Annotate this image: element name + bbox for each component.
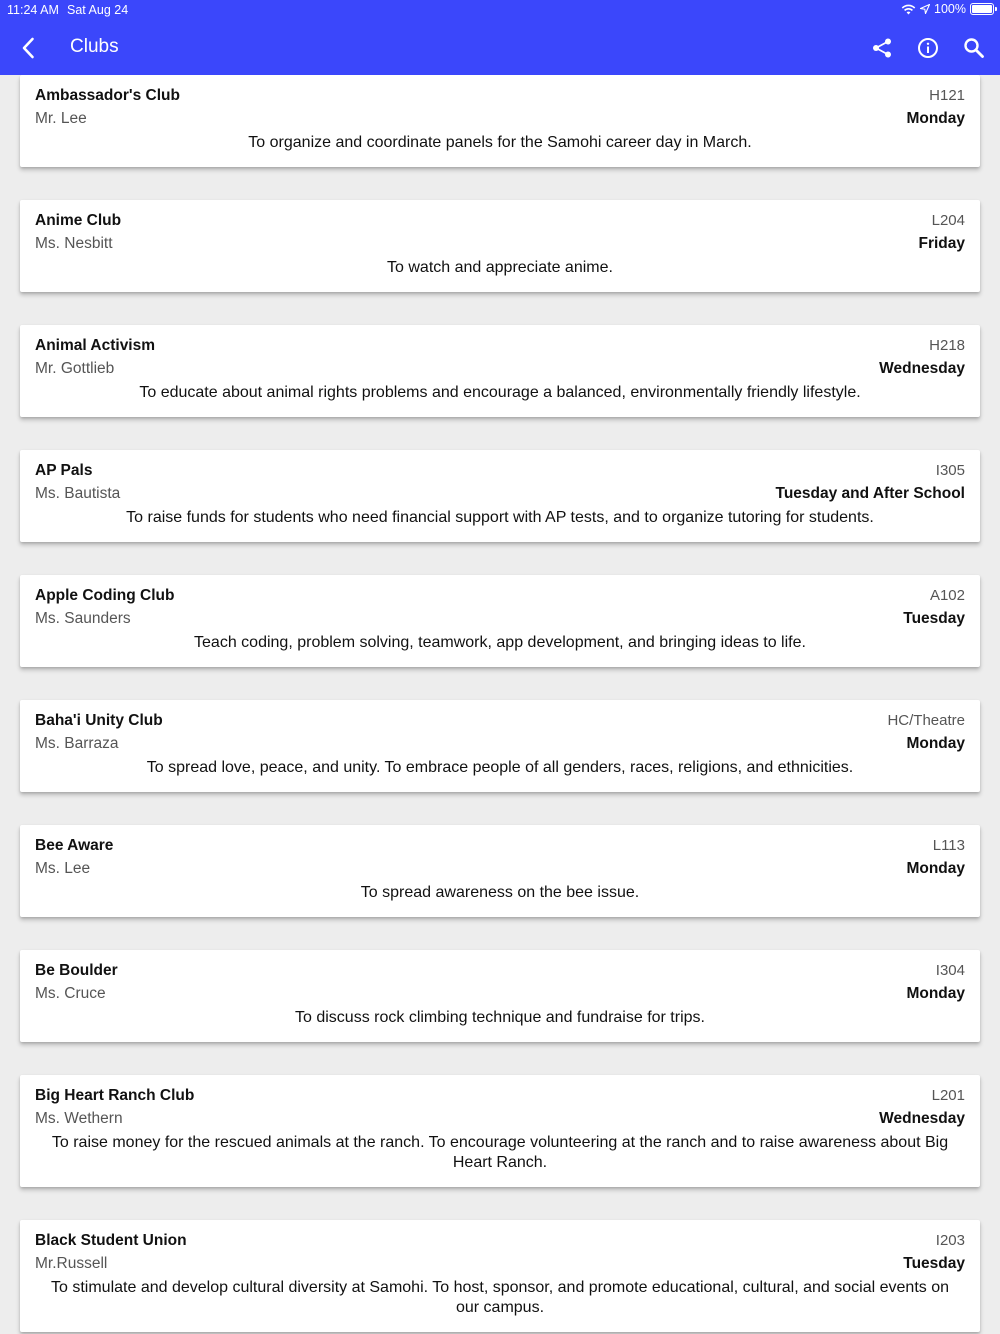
club-room: I305 <box>935 462 965 479</box>
club-description: Teach coding, problem solving, teamwork, app development, and bringing ideas to life. <box>194 634 806 651</box>
club-room: L113 <box>932 837 965 854</box>
club-advisor: Ms. Nesbitt <box>35 235 113 252</box>
club-day: Tuesday <box>903 1255 965 1272</box>
status-bar <box>0 0 1000 20</box>
club-advisor: Mr. Lee <box>35 110 87 127</box>
club-advisor: Mr. Gottlieb <box>35 360 115 377</box>
status-time: 11:24 AM <box>7 3 59 17</box>
club-card[interactable] <box>20 200 980 292</box>
club-name: Baha'i Unity Club <box>35 712 163 729</box>
club-advisor: Ms. Cruce <box>35 985 106 1002</box>
club-list[interactable] <box>0 75 1000 1334</box>
club-advisor: Ms. Bautista <box>35 485 121 502</box>
club-name: Apple Coding Club <box>35 587 175 604</box>
club-name: Be Boulder <box>35 962 118 979</box>
club-advisor: Mr.Russell <box>35 1255 108 1272</box>
club-room: I203 <box>935 1232 965 1249</box>
nav-bar <box>0 20 1000 75</box>
club-day: Wednesday <box>879 360 965 377</box>
battery-icon <box>970 3 994 15</box>
club-card[interactable] <box>20 1075 980 1187</box>
wifi-icon <box>901 4 916 15</box>
club-day: Monday <box>906 985 965 1002</box>
page-title: Clubs <box>70 36 119 57</box>
club-advisor: Ms. Barraza <box>35 735 119 752</box>
club-description: To raise money for the rescued animals at the ranch. To encourage volunteering at the ranch and to raise awareness about Big Heart Ranch. <box>51 1134 949 1171</box>
club-room: H121 <box>929 87 965 104</box>
club-description: To educate about animal rights problems and encourage a balanced, environmentally friendly lifestyle. <box>139 384 861 401</box>
club-name: Bee Aware <box>35 837 114 854</box>
club-card[interactable] <box>20 825 980 917</box>
club-description: To organize and coordinate panels for the Samohi career day in March. <box>248 134 752 151</box>
club-description: To discuss rock climbing technique and fundraise for trips. <box>295 1009 705 1026</box>
location-icon <box>920 4 930 14</box>
club-advisor: Ms. Wethern <box>35 1110 123 1127</box>
club-advisor: Ms. Lee <box>35 860 91 877</box>
club-room: HC/Theatre <box>887 712 965 729</box>
club-day: Monday <box>906 860 965 877</box>
club-card[interactable] <box>20 450 980 542</box>
club-room: L201 <box>931 1087 965 1104</box>
back-button[interactable] <box>12 32 44 64</box>
club-day: Friday <box>918 235 965 252</box>
app-header <box>0 0 1000 75</box>
info-icon <box>917 37 939 59</box>
club-room: L204 <box>931 212 965 229</box>
club-day: Wednesday <box>879 1110 965 1127</box>
club-card[interactable] <box>20 325 980 417</box>
club-card[interactable] <box>20 700 980 792</box>
share-button[interactable] <box>866 32 898 64</box>
club-name: Black Student Union <box>35 1232 187 1249</box>
club-card[interactable] <box>20 950 980 1042</box>
search-icon <box>963 37 985 59</box>
club-description: To spread awareness on the bee issue. <box>360 884 640 901</box>
club-description: To spread love, peace, and unity. To embrace people of all genders, races, religions, and ethnicities. <box>146 759 854 776</box>
club-name: AP Pals <box>35 462 93 479</box>
share-icon <box>871 37 893 59</box>
club-card[interactable] <box>20 75 980 167</box>
club-advisor: Ms. Saunders <box>35 610 131 627</box>
battery-percent: 100% <box>934 2 966 16</box>
club-name: Big Heart Ranch Club <box>35 1087 195 1104</box>
back-chevron-icon <box>21 37 35 59</box>
club-room: I304 <box>935 962 965 979</box>
club-card[interactable] <box>20 1220 980 1332</box>
search-button[interactable] <box>958 32 990 64</box>
club-card[interactable] <box>20 575 980 667</box>
club-day: Monday <box>906 110 965 127</box>
club-description: To watch and appreciate anime. <box>387 259 613 276</box>
nav-actions <box>866 32 990 64</box>
info-button[interactable] <box>912 32 944 64</box>
club-day: Monday <box>906 735 965 752</box>
club-name: Animal Activism <box>35 337 156 354</box>
club-room: H218 <box>929 337 965 354</box>
club-room: A102 <box>929 587 965 604</box>
club-description: To raise funds for students who need financial support with AP tests, and to organize tutoring for students. <box>126 509 874 526</box>
club-day: Tuesday <box>903 610 965 627</box>
club-description: To stimulate and develop cultural diversity at Samohi. To host, sponsor, and promote educational, cultural, and social events on our campus. <box>51 1279 949 1316</box>
club-name: Ambassador's Club <box>35 87 180 104</box>
status-date: Sat Aug 24 <box>67 3 129 17</box>
club-name: Anime Club <box>35 212 122 229</box>
status-indicators <box>901 2 994 16</box>
club-day: Tuesday and After School <box>775 485 965 502</box>
